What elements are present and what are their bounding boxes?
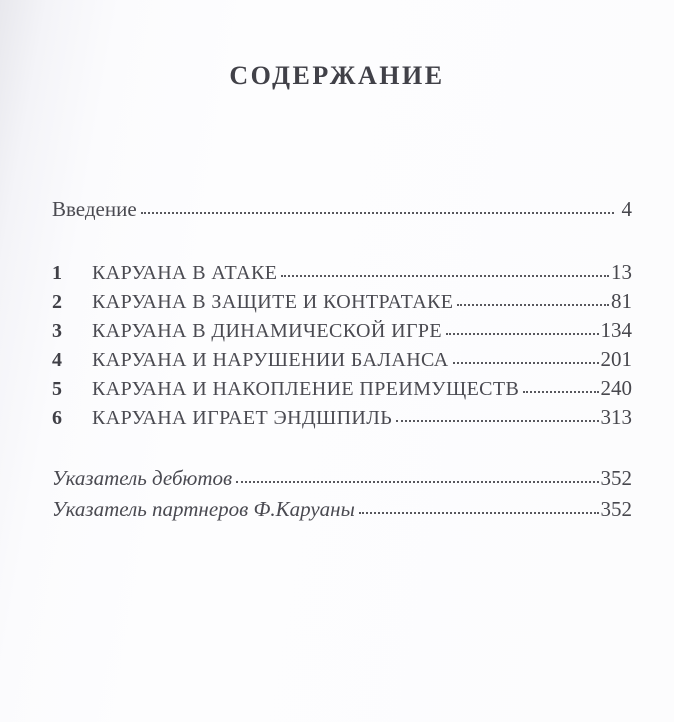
toc-row-index-opponents: [52, 494, 632, 525]
dot-leader: [446, 333, 598, 335]
chapter-list: [52, 258, 632, 432]
toc-page-number: 13: [611, 260, 632, 284]
toc-page-number: 352: [600, 497, 632, 521]
toc-page-number: 81: [611, 289, 632, 313]
toc-page-number: 201: [600, 347, 632, 371]
chapter-number: 5: [52, 378, 62, 400]
toc-row-introduction: [52, 196, 632, 222]
chapter-title: КАРУАНА И НАРУШЕНИИ БАЛАНСА: [92, 349, 449, 371]
chapter-title: КАРУАНА В АТАКЕ: [92, 262, 278, 284]
dot-leader: [359, 512, 599, 514]
table-of-contents: [0, 196, 674, 525]
chapter-number: 4: [52, 349, 62, 371]
toc-row-chapter-1: [52, 258, 632, 287]
chapter-number: 3: [52, 320, 62, 342]
chapter-number: 1: [52, 262, 62, 284]
chapter-title: КАРУАНА И НАКОПЛЕНИЕ ПРЕИМУЩЕСТВ: [92, 378, 520, 400]
dot-leader: [453, 362, 599, 364]
index-label: Указатель партнеров Ф.Каруаны: [52, 497, 355, 521]
toc-row-chapter-2: [52, 287, 632, 316]
dot-leader: [523, 391, 598, 393]
toc-page-number: 352: [600, 466, 632, 490]
toc-row-chapter-3: [52, 316, 632, 345]
dot-leader: [141, 212, 614, 214]
toc-page-number: 313: [600, 405, 632, 429]
chapter-title: КАРУАНА В ДИНАМИЧЕСКОЙ ИГРЕ: [92, 320, 443, 342]
dot-leader: [281, 275, 609, 277]
toc-row-chapter-5: [52, 374, 632, 403]
dot-leader: [236, 481, 598, 483]
chapter-title: КАРУАНА В ЗАЩИТЕ И КОНТРАТАКЕ: [92, 291, 454, 313]
dot-leader: [457, 304, 609, 306]
toc-row-chapter-4: [52, 345, 632, 374]
chapter-number: 2: [52, 291, 62, 313]
chapter-number: 6: [52, 407, 62, 429]
dot-leader: [396, 420, 598, 422]
toc-row-index-openings: [52, 463, 632, 494]
page-title: СОДЕРЖАНИЕ: [229, 61, 445, 90]
toc-row-chapter-6: [52, 403, 632, 432]
index-label: Указатель дебютов: [52, 466, 233, 490]
toc-page-number: 4: [621, 197, 632, 221]
toc-page-number: 134: [600, 318, 632, 342]
index-list: [52, 463, 632, 525]
chapter-title: КАРУАНА ИГРАЕТ ЭНДШПИЛЬ: [92, 407, 393, 429]
toc-entry-label: Введение: [52, 197, 137, 221]
toc-page-number: 240: [600, 376, 632, 400]
